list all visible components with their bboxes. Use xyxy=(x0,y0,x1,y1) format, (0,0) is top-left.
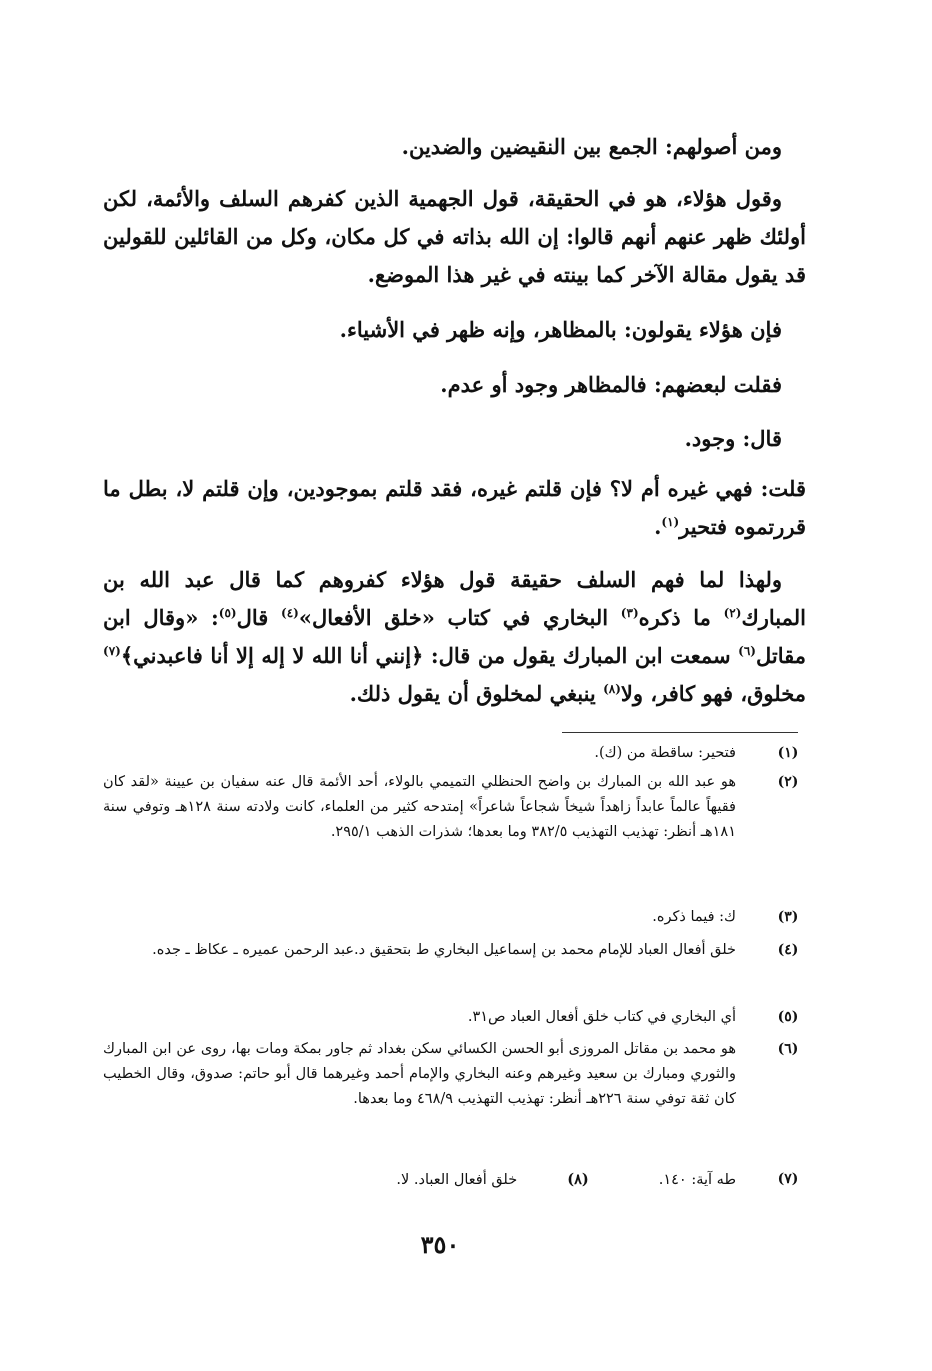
p7-text-g: مخلوق، فهو كافر، ولا xyxy=(620,681,806,706)
footnote-number: (٧) xyxy=(777,1171,799,1187)
footnote-2 xyxy=(103,770,806,845)
footnote-8-text: خلق أفعال العباد. لا. xyxy=(396,1172,518,1188)
paragraph-4: فقلت لبعضهم: فالمظاهر وجود أو عدم. xyxy=(440,372,782,397)
paragraph-6 xyxy=(103,470,806,546)
footnote-number: (٤) xyxy=(777,942,799,958)
footnote-text-row xyxy=(103,1167,736,1193)
footnote-ref-7: (٧) xyxy=(103,644,121,658)
p7-text-a: ولهذا لما فهم السلف حقيقة قول هؤلاء كفروهم كما قال عبد الله بن المبارك xyxy=(103,567,806,630)
footnote-number: (٥) xyxy=(777,1009,799,1025)
footnote-4 xyxy=(103,938,806,963)
footnote-text: هو عبد الله بن المبارك بن واضح الحنظلي التميمي بالولاء، أحد الأئمة قال عنه سفيان بن عيينة «لقد كان فقيهاً عالماً عابداً زاهداً شيخاً شجاعاً شاعراً» إمتدحه كثير من العلماء، كانت ولادته سنة ١٢٨هـ وتوفي سنة ١٨١هـ أنظر: تهذيب التهذيب ٣٨٢/٥ وما بعدها؛ شذرات الذهب ٢٩٥/١. xyxy=(103,774,736,840)
footnote-text: طه آية: ١٤٠. xyxy=(658,1172,736,1188)
main-text-block-3 xyxy=(103,311,806,349)
paragraph-5: قال: وجود. xyxy=(684,426,782,451)
footnote-ref-8: (٨) xyxy=(603,682,621,696)
p7-text-d: قال xyxy=(236,605,281,630)
main-text-block-2 xyxy=(103,180,806,294)
paragraph-2: وقول هؤلاء، هو في الحقيقة، قول الجهمية الذين كفرهم السلف والأئمة، لكن أولئك ظهر عنهم أنهم قالوا: إن الله بذاته في كل مكان، وكل من القائلين للقولين قد يقول مقالة الآخر كما بينته في غير هذا الموضع. xyxy=(103,186,806,287)
footnote-ref-2: (٢) xyxy=(723,606,742,620)
p7-text-h: ينبغي لمخلوق أن يقول ذلك. xyxy=(349,681,604,706)
footnote-text: فتحير: ساقطة من (ك). xyxy=(594,745,736,761)
p7-text-e: : «وقال ابن مقاتل xyxy=(103,605,806,668)
main-text-block-7 xyxy=(103,561,806,713)
paragraph-6-text: قلت: فهي غيره أم لا؟ فإن قلتم غيره، فقد قلتم بموجودين، وإن قلتم لا، بطل ما قررتموه فتحير xyxy=(103,476,807,539)
main-text-block xyxy=(103,128,806,166)
footnote-6 xyxy=(103,1037,806,1112)
footnote-7 xyxy=(103,1167,806,1193)
paragraph-6-end: . xyxy=(654,514,662,539)
paragraph-7 xyxy=(103,561,806,713)
footnote-ref-5: (٥) xyxy=(218,606,237,620)
footnote-number: (٦) xyxy=(777,1041,799,1057)
footnote-number: (٢) xyxy=(777,774,799,790)
footnote-text: أي البخاري في كتاب خلق أفعال العباد ص٣١. xyxy=(467,1009,736,1025)
footnote-number: (٣) xyxy=(777,909,799,925)
paragraph-1: ومن أصولهم: الجمع بين النقيضين والضدين. xyxy=(401,134,782,159)
footnote-number: (١) xyxy=(777,745,799,761)
footnote-ref-4: (٤) xyxy=(281,606,299,620)
footnote-divider xyxy=(562,732,798,733)
footnote-ref-3: (٣) xyxy=(620,606,639,620)
main-text-block-5 xyxy=(103,420,806,458)
footnote-text: ك: فيما ذكره. xyxy=(652,909,736,925)
main-text-block-4 xyxy=(103,366,806,404)
footnote-number-8: (٨) xyxy=(567,1171,589,1188)
footnote-5 xyxy=(103,1005,806,1030)
p7-text-f: سمعت ابن المبارك يقول من قال: ﴿إنني أنا الله لا إله إلا أنا فاعبدني﴾ xyxy=(120,643,739,668)
footnote-text: هو محمد بن مقاتل المروزى أبو الحسن الكسائي سكن بغداد ثم جاور بمكة ومات بها، روى عن ابن المبارك والثوري ومبارك بن سعيد وغيرهم وعنه البخاري والإمام أحمد وغيرهما قال أبو حاتم: صدوق، وقال الخطيب كان ثقة توفي سنة ٢٢٦هـ أنظر: تهذيب التهذيب ٤٦٨/٩ وما بعدها. xyxy=(103,1041,736,1107)
paragraph-3: فإن هؤلاء يقولون: بالمظاهر، وإنه ظهر في الأشياء. xyxy=(339,317,782,342)
footnote-3 xyxy=(103,905,806,930)
footnote-ref-1: (١) xyxy=(661,515,680,529)
page-number: ٣٥٠ xyxy=(420,1230,460,1259)
footnote-1 xyxy=(103,741,806,766)
main-text-block-6 xyxy=(103,470,806,546)
footnote-text: خلق أفعال العباد للإمام محمد بن إسماعيل البخاري ط بتحقيق د.عبد الرحمن عميره ـ عكاظ ـ جده. xyxy=(152,942,736,958)
p7-text-b: ما ذكره xyxy=(638,605,724,630)
p7-text-c: البخاري في كتاب «خلق الأفعال» xyxy=(298,605,621,630)
footnote-ref-6: (٦) xyxy=(738,644,756,658)
